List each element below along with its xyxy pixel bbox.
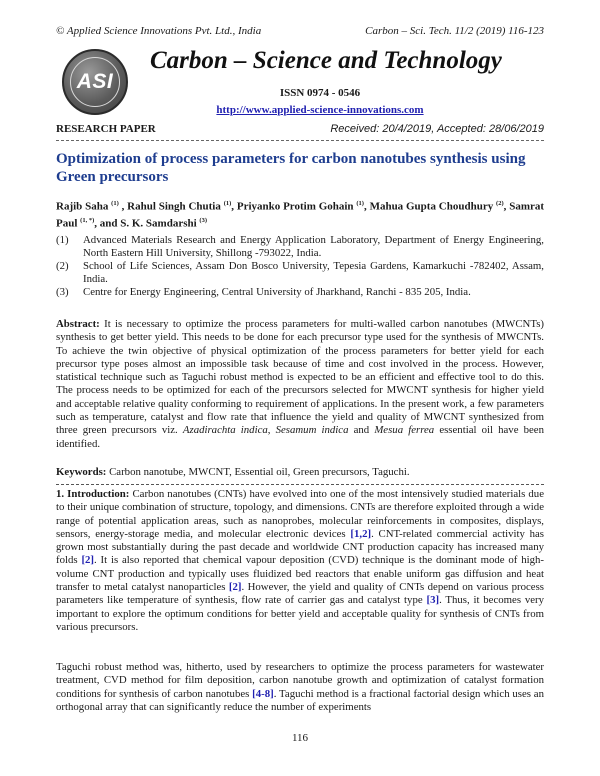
publisher-line: © Applied Science Innovations Pvt. Ltd., India: [56, 25, 262, 37]
affiliation-text: Centre for Energy Engineering, Central University of Jharkhand, Ranchi - 835 205, India.: [83, 286, 471, 298]
author-affiliation-mark: (1): [356, 200, 364, 207]
citation-link[interactable]: [2]: [81, 554, 95, 567]
header-divider: [56, 140, 544, 141]
affiliation-item: [56, 234, 544, 260]
citation-link[interactable]: [2]: [228, 581, 242, 594]
abstract-ending: essential oil have been identified.: [56, 424, 544, 450]
received-dates: Received: 20/4/2019, Accepted: 28/06/2019: [330, 123, 544, 135]
species-name: Azadirachta indica: [182, 424, 268, 437]
journal-title: Carbon – Science and Technology: [150, 47, 502, 74]
author-affiliation-mark: (3): [199, 216, 208, 224]
author-separator: , and: [94, 217, 121, 230]
author-name: Rajib Saha: [56, 200, 109, 213]
affiliation-list: [56, 234, 544, 299]
citation-link[interactable]: [4-8]: [252, 687, 274, 700]
logo-text: ASI: [76, 70, 114, 93]
affiliation-text: Advanced Materials Research and Energy Application Laboratory, Department of Energy Engineering, North Eastern Hill University, Shillong -793022, India.: [83, 234, 544, 259]
species-name: Mesua ferrea: [374, 424, 435, 437]
author-affiliation-mark: (2): [496, 200, 504, 207]
citation-link[interactable]: [1,2]: [350, 527, 372, 540]
body-text: . It is also reported that chemical vapour deposition (CVD) technique is the dominant mode of high-volume CNT production and typically uses fluidized bed reactors that enable uniform gas diffusion and heat transfer to metal catalyst nanoparticles: [56, 554, 544, 594]
keywords-label: Keywords:: [56, 466, 107, 478]
author-separator: ,: [363, 200, 370, 213]
author-name: Samrat Paul: [56, 200, 545, 230]
author-separator: ,: [503, 200, 510, 213]
journal-url-link[interactable]: http://www.applied-science-innovations.com: [216, 104, 424, 116]
author-separator: ,: [231, 200, 237, 213]
paper-title: Optimization of process parameters for carbon nanotubes synthesis using Green precursors: [56, 151, 526, 185]
author-name: Rahul Singh Chutia: [127, 200, 221, 213]
author-name: Mahua Gupta Choudhury: [369, 200, 494, 213]
body-text: Taguchi robust method was, hitherto, used by researchers to optimize the process parameters for wastewater treatment, CVD method for film deposition, carbon nanotube growth and optimization of catalyst formation conditions for synthesis of carbon nanotubes: [56, 661, 544, 700]
abstract-separator: and: [348, 424, 375, 437]
article-type: RESEARCH PAPER: [56, 123, 156, 135]
issn: ISSN 0974 - 0546: [279, 87, 361, 99]
body-paragraph: [56, 661, 544, 714]
affiliation-text: School of Life Sciences, Assam Don Bosco University, Tepesia Gardens, Kamarkuchi -782402, Assam, India.: [83, 260, 544, 285]
abstract-label: Abstract:: [56, 318, 100, 330]
affiliation-number: (1): [56, 234, 69, 246]
species-name: Sesamum indica: [275, 424, 349, 437]
author-name: S. K. Samdarshi: [120, 217, 197, 230]
author-affiliation-mark: (1): [111, 200, 119, 207]
body-text: . Taguchi method is a fractional factorial design which uses an orthogonal array that can significantly reduce the number of experiments: [56, 687, 544, 713]
body-text: Carbon nanotubes (CNTs) have evolved into one of the most intensively studied materials due to their unique combination of structure, topology, and dimensions. CNTs are therefore exploited through a wide range of potential application areas, such as nanoprobes, molecular reinforcements in composites, displays, sensors, energy-storage media, and molecular electronic devices: [56, 488, 544, 540]
journal-citation: Carbon – Sci. Tech. 11/2 (2019) 116-123: [365, 25, 544, 37]
keywords: [56, 466, 544, 479]
body-text: . Thus, it becomes very important to explore the optimum conditions for better yield and acceptable quality for synthesis of CNTs from various precursors.: [56, 594, 545, 633]
affiliation-item: [56, 260, 544, 286]
citation-link[interactable]: [3]: [426, 594, 440, 607]
keywords-text: Carbon nanotube, MWCNT, Essential oil, Green precursors, Taguchi.: [109, 466, 410, 478]
author-affiliation-mark: (1, *): [80, 216, 95, 224]
affiliation-number: (2): [56, 260, 69, 272]
introduction-paragraph: [56, 488, 544, 634]
affiliation-number: (3): [56, 286, 69, 298]
author-separator: ,: [118, 200, 128, 213]
abstract-separator: ,: [267, 424, 276, 437]
abstract: [56, 318, 544, 451]
author-list: [56, 197, 544, 230]
abstract-text: It is necessary to optimize the process parameters for multi-walled carbon nanotubes (MWCNTs) synthesis to get better yield. This needs to be done for each precursor type used for the synthesis of MWCNTs. To achieve the twin objective of physical optimization of the process parameters for better yield for each precursor type poses almost an impossible task because of time and cost involved in the process. However, statistical technique such as Taguchi robust method is expected to be an efficient and effective tool to do this. The process needs to be optimized for each of the precursors selected for MWCNT synthesis for higher yield and acceptable relative quality conforming to requirement of applications. In the present work, a few parameters such as temperature, catalyst and flow rate that influence the yield and quality of MWCNT synthesized from three green precursors viz.: [56, 318, 544, 437]
page-number: 116: [291, 732, 309, 744]
running-header: [56, 25, 544, 39]
body-text: . CNT-related commercial activity has grown most substantially during the past decade and worldwide CNT production capacity has increased many folds: [56, 527, 544, 567]
author-affiliation-mark: (1): [223, 200, 232, 207]
affiliation-item: [56, 286, 544, 299]
author-name: Priyanko Protim Gohain: [236, 200, 354, 213]
body-text: . However, the yield and quality of CNTs depend on various process parameters like temperature of synthesis, flow rate of carrier gas and catalyst type: [56, 581, 544, 607]
section-divider: [56, 484, 544, 485]
section-heading: 1. Introduction:: [56, 488, 130, 500]
